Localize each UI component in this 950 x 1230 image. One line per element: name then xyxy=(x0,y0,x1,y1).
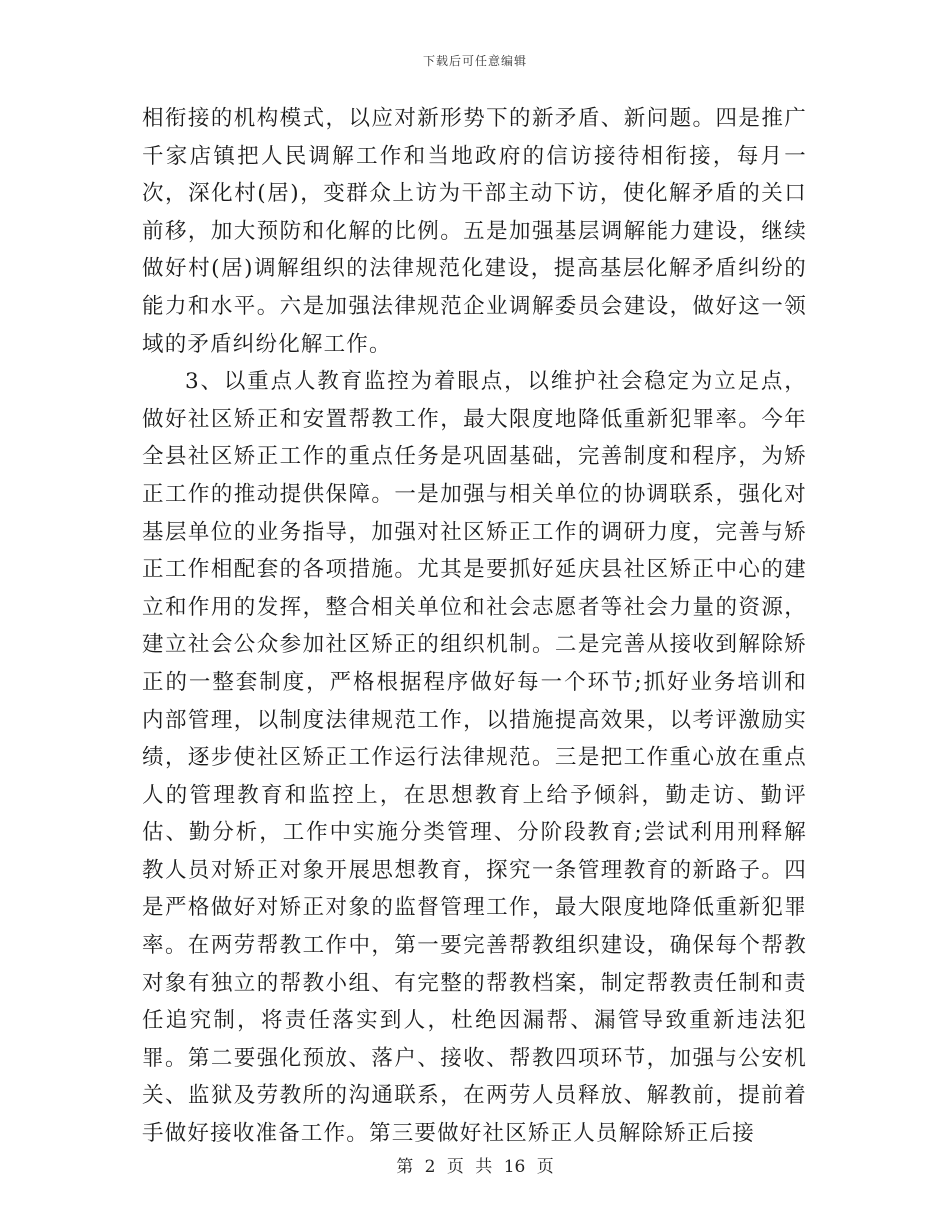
footer-page-word: 页 xyxy=(446,1157,464,1177)
footer-current-page: 2 xyxy=(424,1157,436,1177)
paragraph-section-3: 3、以重点人教育监控为着眼点，以维护社会稳定为立足点，做好社区矫正和安置帮教工作，最大限度地降低重新犯罪率。今年全县社区矫正工作的重点任务是巩固基础，完善制度和程序，为矫正工作的推动提供保障。一是加强与相关单位的协调联系，强化对基层单位的业务指导，加强对社区矫正工作的调研力度，完善与矫正工作相配套的各项措施。尤其是要抓好延庆县社区矫正中心的建立和作用的发挥，整合相关单位和社会志愿者等社会力量的资源，建立社会公众参加社区矫正的组织机制。二是完善从接收到解除矫正的一整套制度，严格根据程序做好每一个环节;抓好业务培训和内部管理，以制度法律规范工作，以措施提高效果，以考评激励实绩，逐步使社区矫正工作运行法律规范。三是把工作重心放在重点人的管理教育和监控上，在思想教育上给予倾斜，勤走访、勤评估、勤分析，工作中实施分类管理、分阶段教育;尝试利用刑释解教人员对矫正对象开展思想教育，探究一条管理教育的新路子。四是严格做好对矫正对象的监督管理工作，最大限度地降低重新犯罪率。在两劳帮教工作中，第一要完善帮教组织建设，确保每个帮教对象有独立的帮教小组、有完整的帮教档案，制定帮教责任制和责任追究制，将责任落实到人，杜绝因漏帮、漏管导致重新违法犯罪。第二要强化预放、落户、接收、帮教四项环节，加强与公安机关、监狱及劳教所的沟通联系，在两劳人员释放、解教前，提前着手做好接收准备工作。第三要做好社区矫正人员解除矫正后接 xyxy=(142,369,807,1147)
document-body xyxy=(142,100,807,1153)
paragraph-continued: 相衔接的机构模式，以应对新形势下的新矛盾、新问题。四是推广千家店镇把人民调解工作和当地政府的信访接待相衔接，每月一次，深化村(居)，变群众上访为干部主动下访，使化解矛盾的关口前移，加大预防和化解的比例。五是加强基层调解能力建设，继续做好村(居)调解组织的法律规范化建设，提高基层化解矛盾纠纷的能力和水平。六是加强法律规范企业调解委员会建设，做好这一领域的矛盾纠纷化解工作。 xyxy=(142,106,807,357)
page-footer xyxy=(0,1152,950,1177)
page-header-note: 下载后可任意编辑 xyxy=(422,54,527,68)
footer-total-word: 共 xyxy=(475,1157,493,1177)
footer-suffix: 页 xyxy=(536,1157,554,1177)
footer-total-pages: 16 xyxy=(503,1157,526,1177)
footer-prefix: 第 xyxy=(396,1157,414,1177)
